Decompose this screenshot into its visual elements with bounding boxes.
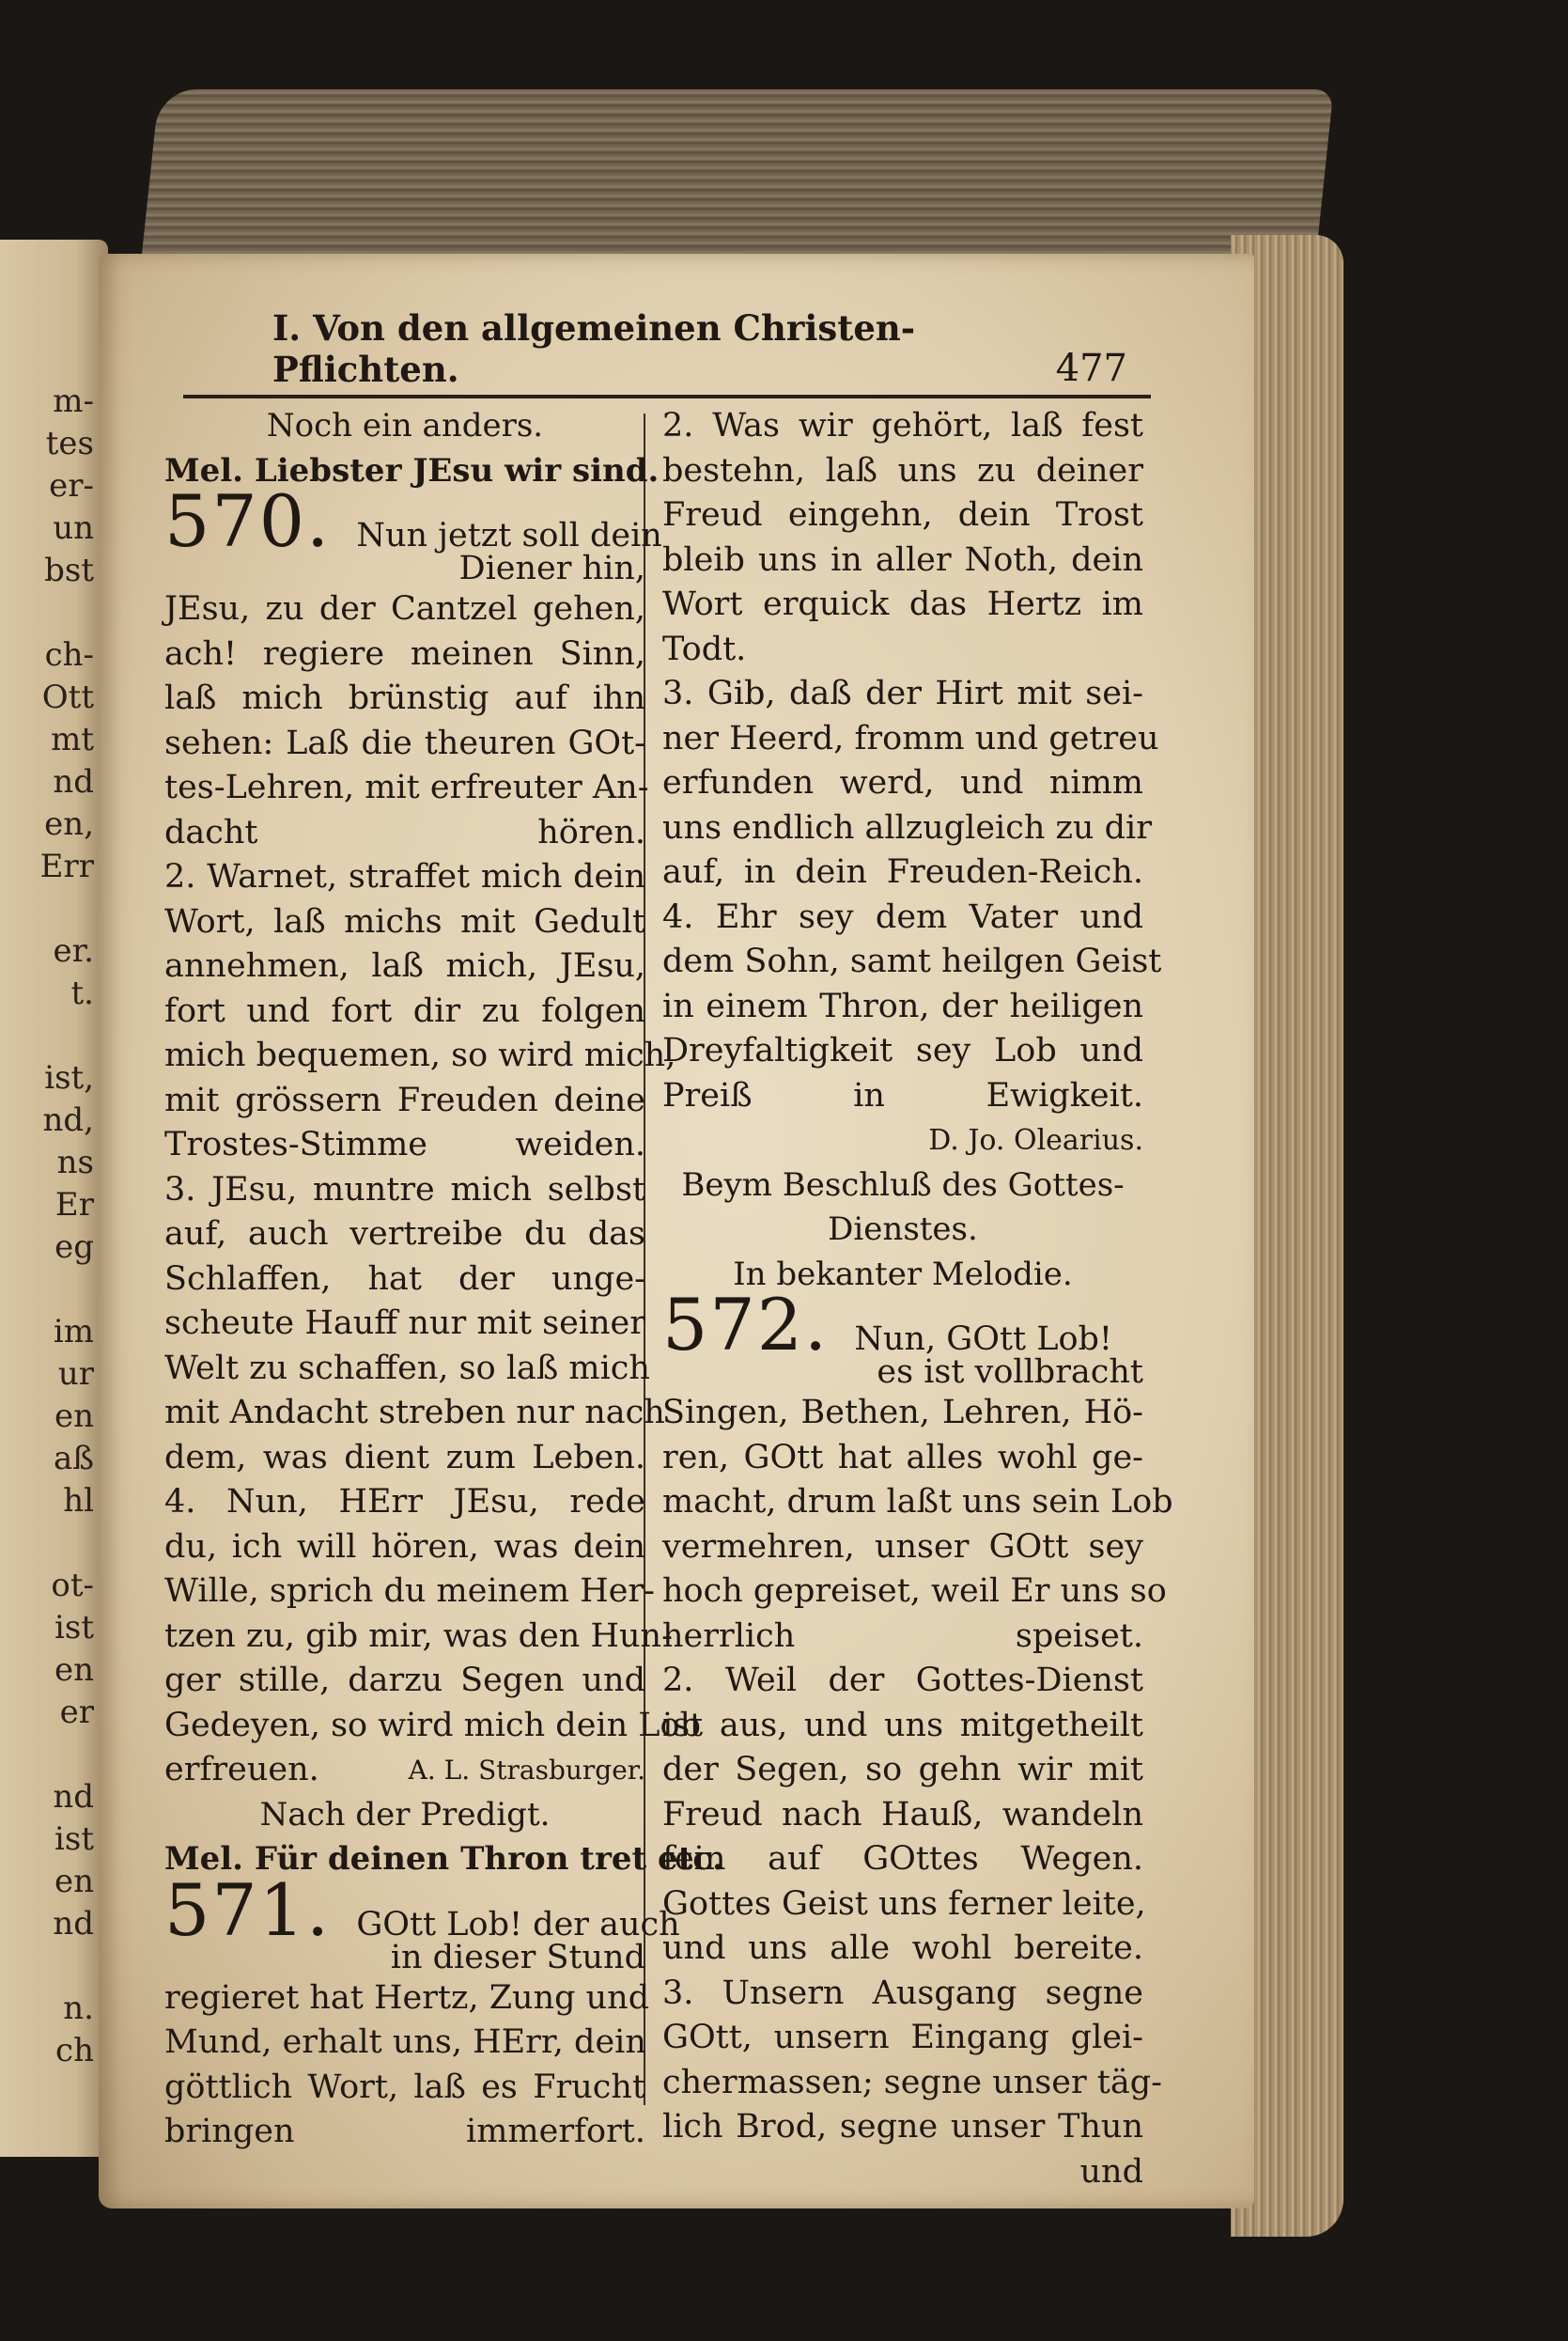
left-page-fragment (0, 592, 101, 634)
text-line: fein auf GOttes Wegen. (662, 1840, 1143, 1878)
hymn-continuation: es ist vollbracht (877, 1353, 1143, 1391)
left-page-fragment (0, 888, 101, 930)
text-line: 3. Unsern Ausgang segne (662, 1974, 1143, 2012)
text-line: 3. JEsu, muntre mich selbst (164, 1170, 645, 1209)
hymn-number: 570. (164, 479, 332, 563)
hymn-number: 572. (662, 1283, 830, 1366)
left-page-fragment: Ott (41, 679, 94, 716)
text-line: bleib uns in aller Noth, dein (662, 540, 1143, 579)
text-line: göttlich Wort, laß es Frucht (164, 2068, 645, 2106)
text-line: Gedeyen, so wird mich dein Lob (164, 1706, 701, 1744)
text-line: JEsu, zu der Cantzel gehen, (164, 590, 645, 628)
text-line: uns endlich allzugleich zu dir (662, 808, 1152, 847)
left-page-fragment: eg (54, 1228, 94, 1266)
left-page-fragment: tes (45, 425, 94, 462)
left-page-fragment (0, 1269, 101, 1311)
left-page-fragment: Er (54, 1186, 94, 1224)
text-line: Freud eingehn, dein Trost (662, 496, 1143, 534)
text-line: Dreyfaltigkeit sey Lob und (662, 1032, 1143, 1069)
text-line: Wort, laß michs mit Gedult (164, 902, 645, 941)
section-heading: Noch ein anders. (266, 407, 544, 445)
melody-line: Mel. Für deinen Thron tret etc. (164, 1840, 723, 1878)
left-page-fragment: ist (54, 1609, 94, 1647)
left-page-fragment: t. (70, 975, 94, 1012)
left-page-fragment: en (54, 1863, 94, 1900)
text-line: tes-Lehren, mit erfreuter An- (164, 769, 649, 806)
text-line: 2. Weil der Gottes-Dienst (662, 1662, 1143, 1699)
text-line: auf, auch vertreibe du das (164, 1215, 645, 1253)
text-line: Trostes-Stimme weiden. (164, 1126, 645, 1163)
text-line: Preiß in Ewigkeit. (662, 1076, 1143, 1115)
text-line: Singen, Bethen, Lehren, Hö- (662, 1394, 1143, 1431)
text-line: Wille, sprich du meinem Her- (164, 1572, 655, 1610)
text-line: tzen zu, gib mir, was den Hun- (164, 1616, 673, 1655)
text-line: hoch gepreiset, weil Er uns so (662, 1572, 1167, 1610)
left-page-fragment: en (54, 1397, 94, 1435)
text-line: GOtt, unsern Eingang glei- (662, 2019, 1143, 2056)
left-page-fragment: nd, (42, 1101, 94, 1139)
hymn-text: GOtt Lob! der auch (346, 1905, 680, 1943)
hymn-continuation: in dieser Stund (390, 1938, 645, 1976)
left-page-fragment: hl (63, 1482, 94, 1520)
text-line: Wort erquick das Hertz im (662, 585, 1143, 623)
hymn-author: D. Jo. Olearius. (928, 1124, 1143, 1157)
left-page-fragment: mt (51, 721, 94, 758)
text-line: chermassen; segne unser täg- (662, 2063, 1162, 2101)
text-line: 4. Ehr sey dem Vater und (662, 897, 1143, 936)
page-number: 477 (1055, 347, 1127, 390)
left-page-fragment: er (59, 1693, 94, 1731)
text-line: du, ich will hören, was dein (164, 1527, 645, 1566)
left-page-fragment: en, (44, 805, 94, 843)
hymn-first-line (164, 479, 662, 563)
left-page-fragment: ur (57, 1355, 94, 1393)
text-line: bringen immerfort. (164, 2113, 645, 2150)
hymn-number: 571. (164, 1867, 332, 1952)
text-line: mit Andacht streben nur nach (164, 1394, 665, 1431)
left-page-fragment: im (53, 1313, 94, 1350)
hymn-text: Nun, GOtt Lob! (844, 1320, 1112, 1358)
text-line: der Segen, so gehn wir mit (662, 1751, 1143, 1788)
hymn-author: A. L. Strasburger. (408, 1755, 645, 1786)
left-page-fragment: er- (49, 467, 94, 505)
text-line: ist aus, und uns mitgetheilt (662, 1706, 1143, 1744)
section-heading: Dienstes. (828, 1210, 978, 1248)
left-page-fragment (0, 1522, 101, 1565)
text-line: Mund, erhalt uns, HErr, dein (164, 2023, 646, 2061)
text-line: erfunden werd, und nimm (662, 764, 1143, 802)
text-line: Welt zu schaffen, so laß mich (164, 1349, 650, 1387)
left-page-fragment: nd (53, 1778, 94, 1816)
text-line: ach! regiere meinen Sinn, (164, 634, 645, 673)
left-page-fragment: m- (53, 382, 94, 420)
text-line: und uns alle wohl bereite. (662, 1929, 1143, 1967)
right-column (662, 404, 1173, 2194)
text-line: vermehren, unser GOtt sey (662, 1527, 1143, 1566)
section-heading: Nach der Predigt. (259, 1795, 551, 1834)
text-line: dem Sohn, samt heilgen Geist (662, 943, 1162, 980)
left-page-fragments (0, 381, 101, 2072)
hymn-first-line (164, 1867, 680, 1952)
left-page-fragment: er. (53, 932, 94, 970)
section-heading: Beym Beschluß des Gottes- (681, 1165, 1125, 1204)
text-line: macht, drum laßt uns sein Lob (662, 1483, 1173, 1521)
left-page-fragment: aß (54, 1440, 94, 1477)
text-line: laß mich brünstig auf ihn (164, 679, 645, 717)
left-page-fragment: ch (55, 2032, 94, 2069)
left-page-fragment: nd (53, 1905, 94, 1943)
left-page-fragment: ist (54, 1820, 94, 1858)
hymn-first-line (662, 1283, 1143, 1366)
running-head (169, 307, 1127, 390)
text-line: 2. Warnet, straffet mich dein (164, 858, 645, 896)
text-line: mich bequemen, so wird mich, (164, 1037, 676, 1074)
text-line: fort und fort dir zu folgen (164, 991, 645, 1030)
text-line: erfreuen. (164, 1751, 319, 1788)
left-page-fragment: ot- (51, 1567, 94, 1604)
left-page-fragment: ist, (44, 1059, 94, 1097)
left-page-fragment (0, 1015, 101, 1057)
melody-line: Mel. Liebster JEsu wir sind. (164, 451, 660, 490)
text-line: Gottes Geist uns ferner leite, (662, 1884, 1146, 1923)
text-line: regieret hat Hertz, Zung und (164, 1978, 650, 2017)
text-line: 2. Was wir gehört, laß fest (662, 407, 1143, 445)
text-line: mit grössern Freuden deine (164, 1081, 645, 1119)
text-line: auf, in dein Freuden-Reich. (662, 853, 1143, 891)
text-line: ren, GOtt hat alles wohl ge- (662, 1438, 1143, 1476)
book-top-edge (142, 89, 1334, 258)
left-page-fragment (0, 1734, 101, 1776)
left-page-fragment: Err (39, 848, 94, 885)
text-line: Freud nach Hauß, wandeln (662, 1795, 1143, 1834)
left-page-fragment: un (53, 509, 94, 547)
text-line: 3. Gib, daß der Hirt mit sei- (662, 675, 1143, 712)
text-line: ger stille, darzu Segen und (164, 1662, 645, 1699)
left-page-fragment: en (54, 1651, 94, 1689)
left-page-fragment (0, 1945, 101, 1988)
catchword: und (1079, 2152, 1143, 2191)
left-page (0, 240, 108, 2157)
text-line: bestehn, laß uns zu deiner (662, 451, 1143, 490)
left-page-fragment: n. (63, 1990, 94, 2027)
text-line: ner Heerd, fromm und getreu (662, 719, 1159, 757)
text-line: sehen: Laß die theuren GOt- (164, 724, 645, 762)
left-page-fragment: ch- (44, 636, 94, 674)
text-line: Todt. (662, 630, 747, 668)
section-heading: In bekanter Melodie. (733, 1255, 1073, 1293)
left-page-fragment: nd (53, 763, 94, 801)
left-page-fragment: bst (44, 552, 94, 589)
text-line: 4. Nun, HErr JEsu, rede (164, 1483, 645, 1521)
text-line: herrlich speiset. (662, 1616, 1143, 1655)
running-title: I. Von den allgemeinen Christen-Pflichten. (272, 307, 916, 390)
text-line: lich Brod, segne unser Thun (662, 2108, 1143, 2146)
head-rule (183, 395, 1151, 398)
text-line: dem, was dient zum Leben. (164, 1438, 645, 1476)
text-line: in einem Thron, der heiligen (662, 987, 1143, 1025)
text-line: scheute Hauff nur mit seiner (164, 1304, 645, 1342)
hymn-text: Nun jetzt soll dein (346, 517, 662, 554)
text-line-with-author (164, 1748, 645, 1793)
text-line: dacht hören. (164, 813, 645, 851)
left-page-fragment: ns (56, 1144, 94, 1181)
hymn-continuation: Diener hin, (458, 550, 645, 587)
text-line: Schlaffen, hat der unge- (164, 1259, 645, 1298)
text-line: annehmen, laß mich, JEsu, (164, 947, 645, 985)
